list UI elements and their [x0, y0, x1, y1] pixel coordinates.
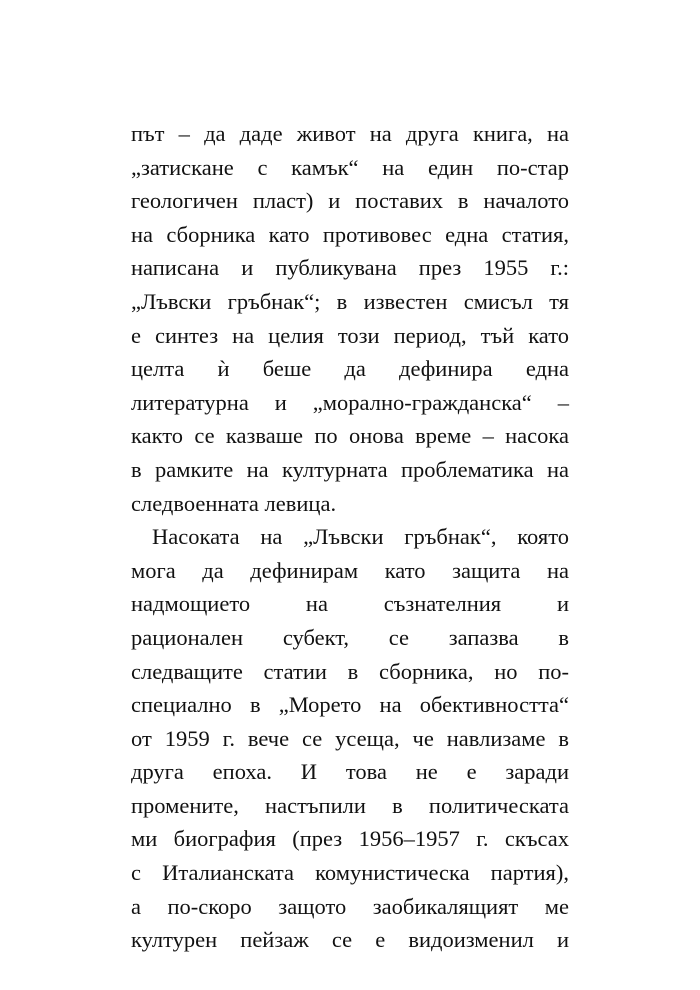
text-line: ми биография (през 1956–1957 г. скъсах	[131, 826, 569, 852]
text-line: Насоката на „Лъвски гръбнак“, която	[152, 524, 569, 550]
text-line: „затискане с камък“ на един по-стар	[131, 154, 569, 180]
text-line: следващите статии в сборника, но по-	[131, 658, 569, 684]
text-line: както се казваше по онова време – насока	[131, 423, 569, 449]
text-line: надмощието на съзнателния и	[131, 591, 569, 617]
text-line: е синтез на целия този период, тъй като	[131, 322, 569, 348]
text-line: културен пейзаж се е видоизменил и	[131, 927, 569, 953]
text-line: „Лъвски гръбнак“; в известен смисъл тя	[131, 288, 569, 314]
text-line: геологичен пласт) и поставих в началото	[131, 188, 569, 214]
text-line: път – да даде живот на друга книга, на	[131, 121, 569, 146]
text-line: мога да дефинирам като защита на	[131, 557, 569, 583]
text-line: целта ѝ беше да дефинира една	[131, 356, 569, 382]
text-line: промените, настъпили в политическата	[131, 792, 569, 818]
text-line: а по-скоро защото заобикалящият ме	[131, 893, 569, 919]
text-line: рационален субект, се запазва в	[131, 624, 569, 650]
paragraph-2	[131, 520, 569, 957]
text-line: друга епоха. И това не е заради	[131, 759, 569, 785]
text-line: специално в „Морето на обективността“	[131, 692, 569, 718]
text-line: на сборника като противовес една статия,	[131, 221, 569, 247]
text-line: в рамките на културната проблематика на	[131, 456, 569, 482]
text-line: написана и публикувана през 1955 г.:	[131, 255, 569, 281]
text-line: с Италианската комунистическа партия),	[131, 860, 569, 886]
text-line: от 1959 г. вече се усеща, че навлизаме в	[131, 725, 569, 751]
paragraph-1	[131, 117, 569, 520]
page-text	[131, 117, 569, 957]
text-line: литературна и „морално-гражданска“ –	[131, 389, 569, 415]
text-line: следвоенната левица.	[131, 490, 337, 516]
